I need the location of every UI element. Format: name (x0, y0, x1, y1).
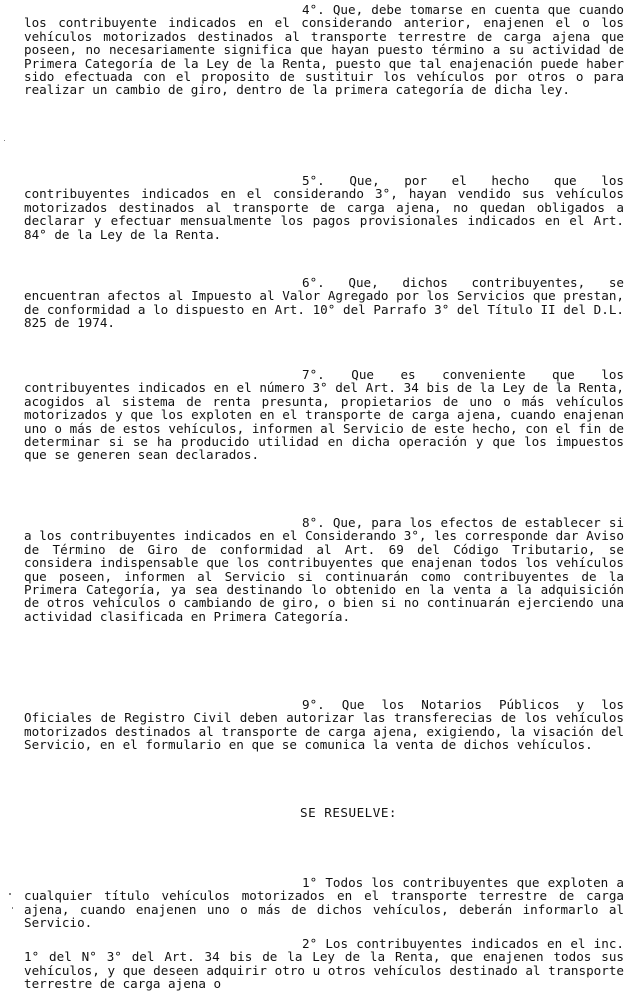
paragraph-text: 7°. Que es conveniente que los contribuyentes indicados en el número 3° del Art. 34 bis de la Ley de la Renta, acogidos al sistema de renta presunta, propietarios de uno o más vehículos motorizados y que los exploten en el transporte de carga ajena, cuando enajenan uno o más de estos vehículos, informen al Servicio de este hecho, con el fin de determinar si se ha producido utilidad en dicha operación y que los impuestos que se generen sean declarados. (24, 367, 624, 463)
paragraph-text: 4°. Que, debe tomarse en cuenta que cuando los contribuyente indicados en el considerando anterior, enajenen el o los vehículos motorizados destinados al transporte terrestre de carga ajena que poseen, no necesariamente significa que hayan puesto término a su actividad de Primera Categoría de la Ley de la Renta, puesto que tal enajenación puede haber sido efectuada con el proposito de sustituir los vehículos por otros o para realizar un cambio de giro, dentro de la primera categoría de dicha ley. (24, 2, 624, 98)
considerando-5 (24, 174, 624, 241)
scan-speck (12, 907, 13, 909)
paragraph-text: 2° Los contribuyentes indicados en el inc. 1° del N° 3° del Art. 34 bis de la Ley de la Renta, que enajenen todos sus vehículos, y que deseen adquirir otro u otros vehículos destinado al transporte terrestre de carga ajena o (24, 936, 624, 992)
considerando-7 (24, 368, 624, 462)
considerando-4 (24, 3, 624, 97)
paragraph-text: 5°. Que, por el hecho que los contribuyentes indicados en el considerando 3°, hayan vendido sus vehículos motorizados destinados al transporte de carga ajena, no quedan obligados a declarar y efectuar mensualmente los pagos provisionales indicados en el Art. 84° de la Ley de la Renta. (24, 173, 624, 242)
considerando-9 (24, 698, 624, 752)
resolves-heading: SE RESUELVE: (300, 805, 397, 820)
paragraph-text: 8°. Que, para los efectos de establecer si a los contribuyentes indicados en el Considerando 3°, les corresponde dar Aviso de Término de Giro de conformidad al Art. 69 del Código Tributario, se considera indispensable que los contribuyentes que enajenan todos los vehículos que poseen, informen al Servicio si continuarán como contribuyentes de la Primera Categoría, ya sea destinando lo obtenido en la venta a la adquisición de otros vehículos o cambiando de giro, o bien si no continuarán ejerciendo una actividad clasificada en Primera Categoría. (24, 515, 624, 624)
resolucion-1 (24, 876, 624, 930)
paragraph-text: 9°. Que los Notarios Públicos y los Oficiales de Registro Civil deben autorizar las transferecias de los vehículos motorizados destinados al transporte de carga ajena, exigiendo, la visación del Servicio, en el formulario en que se comunica la venta de dichos vehículos. (24, 697, 624, 753)
considerando-8 (24, 516, 624, 623)
considerando-6 (24, 276, 624, 330)
scan-speck (4, 140, 5, 141)
paragraph-text: 6°. Que, dichos contribuyentes, se encuentran afectos al Impuesto al Valor Agregado por los Servicios que prestan, de conformidad a lo dispuesto en Art. 10° del Parrafo 3° del Título II del D.L. 825 de 1974. (24, 275, 624, 331)
resolucion-2 (24, 937, 624, 991)
paragraph-text: 1° Todos los contribuyentes que exploten a cualquier título vehículos motorizados en el transporte terrestre de carga ajena, cuando enajenen uno o más de dichos vehículos, deberán informarlo al Servicio. (24, 875, 624, 931)
scan-speck (9, 893, 11, 895)
